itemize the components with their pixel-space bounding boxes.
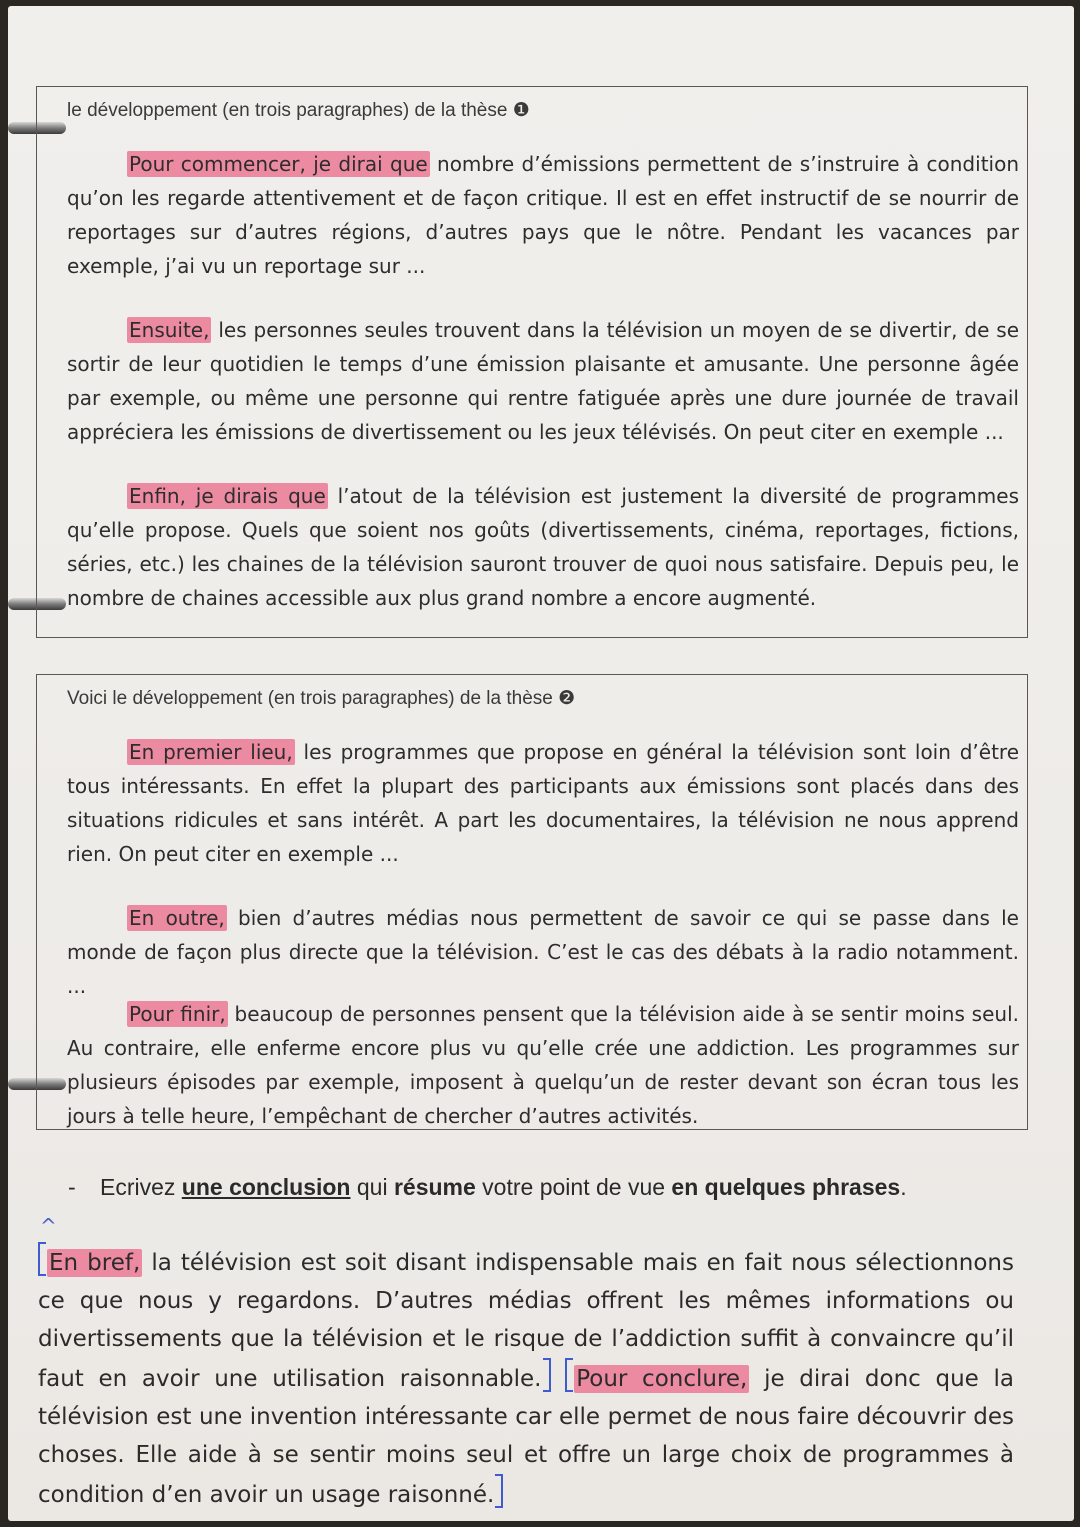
document-page bbox=[8, 6, 1074, 1521]
thesis-2-paragraph-2: En outre, bien d’autres médias nous permettent de savoir ce qui se passe dans le monde de façon plus directe que la télévision. C’est le cas des débats à la radio notamment. ... bbox=[67, 906, 1019, 998]
thesis-1-heading: le développement (en trois paragraphes) de la thèse ❶ bbox=[67, 100, 530, 121]
thesis-1-paragraph-3: Enfin, je dirais que l’atout de la télévision est justement la diversité de programmes qu’elle propose. Quels que soient nos goûts (divertissements, cinéma, reportages, fictions, séries, etc.) les chaines de la télévision sauront trouver de quoi nous satisfaire. Depuis peu, le nombre de chaines accessible aux plus grand nombre a encore augmenté. bbox=[67, 484, 1019, 610]
connector-highlight: Pour conclure, bbox=[576, 1366, 748, 1392]
connector-highlight: Pour finir, bbox=[129, 1002, 226, 1026]
connector-highlight: Pour commencer, je dirai que bbox=[129, 152, 428, 176]
pen-bracket-open bbox=[565, 1358, 573, 1392]
thesis-1-box bbox=[36, 86, 1028, 638]
thesis-2-paragraph-1: En premier lieu, les programmes que propose en général la télévision sont loin d’être tous intéressants. En effet la plupart des participants aux émissions sont placés dans des situations ridicules et sans intérêt. A part les documentaires, la télévision ne nous apprend rien. On peut citer en exemple ... bbox=[67, 740, 1020, 866]
conclusion-text: En bref, la télévision est soit disant indispensable mais en fait nous sélectionnons ce que nous y regardons. D’autres médias offrent les mêmes informations ou divertissements que la télévision et le risque de l’addiction suffit à convaincre qu’il faut en avoir une utilisation raisonnable. Pour conclure, je dirai donc que la télévision est une invention intéressante car elle permet de nous faire découvrir des choses. Elle aide à se sentir moins seul et offre un large choix de programmes à condition d’en avoir un usage raisonné. bbox=[38, 1242, 1014, 1514]
thesis-2-heading: Voici le développement (en trois paragraphes) de la thèse ❷ bbox=[67, 688, 576, 709]
pen-bracket-open bbox=[38, 1242, 46, 1276]
thesis-2-paragraph-3: Pour finir, beaucoup de personnes pensent que la télévision aide à se sentir moins seul. Au contraire, elle enferme encore plus vu qu’elle crée une addiction. Les programmes sur plusieurs épisodes par exemple, imposent à quelqu’un de rester devant son écran tous les jours à telle heure, l’empêchant de chercher d’autres activités. bbox=[67, 1002, 1019, 1128]
connector-highlight: En premier lieu, bbox=[129, 740, 293, 764]
conclusion-instruction: - Ecrivez une conclusion qui résume votre point de vue en quelques phrases. bbox=[68, 1174, 907, 1200]
connector-highlight: En outre, bbox=[129, 906, 225, 930]
pen-bracket-close bbox=[543, 1358, 551, 1392]
connector-highlight: Ensuite, bbox=[129, 318, 210, 342]
pen-bracket-close bbox=[495, 1474, 503, 1508]
thesis-2-box bbox=[36, 674, 1028, 1130]
connector-highlight: Enfin, je dirais que bbox=[129, 484, 326, 508]
thesis-1-paragraph-2: Ensuite, les personnes seules trouvent dans la télévision un moyen de se divertir, de se sortir de leur quotidien le temps d’une émission plaisante et amusante. Une personne âgée par exemple, ou même une personne qui rentre fatiguée après une dure journée de travail appréciera les émissions de divertissement ou les jeux télévisés. On peut citer en exemple ... bbox=[67, 318, 1019, 444]
thesis-1-paragraph-1: Pour commencer, je dirai que nombre d’émissions permettent de s’instruire à condition qu’on les regarde attentivement et de façon critique. Il est en effet instructif de se nourrir de reportages sur d’autres régions, d’autres pays que le nôtre. Pendant les vacances par exemple, j’ai vu un reportage sur ... bbox=[67, 152, 1019, 278]
handwritten-caret-mark: ^ bbox=[40, 1214, 57, 1238]
connector-highlight: En bref, bbox=[49, 1250, 141, 1276]
